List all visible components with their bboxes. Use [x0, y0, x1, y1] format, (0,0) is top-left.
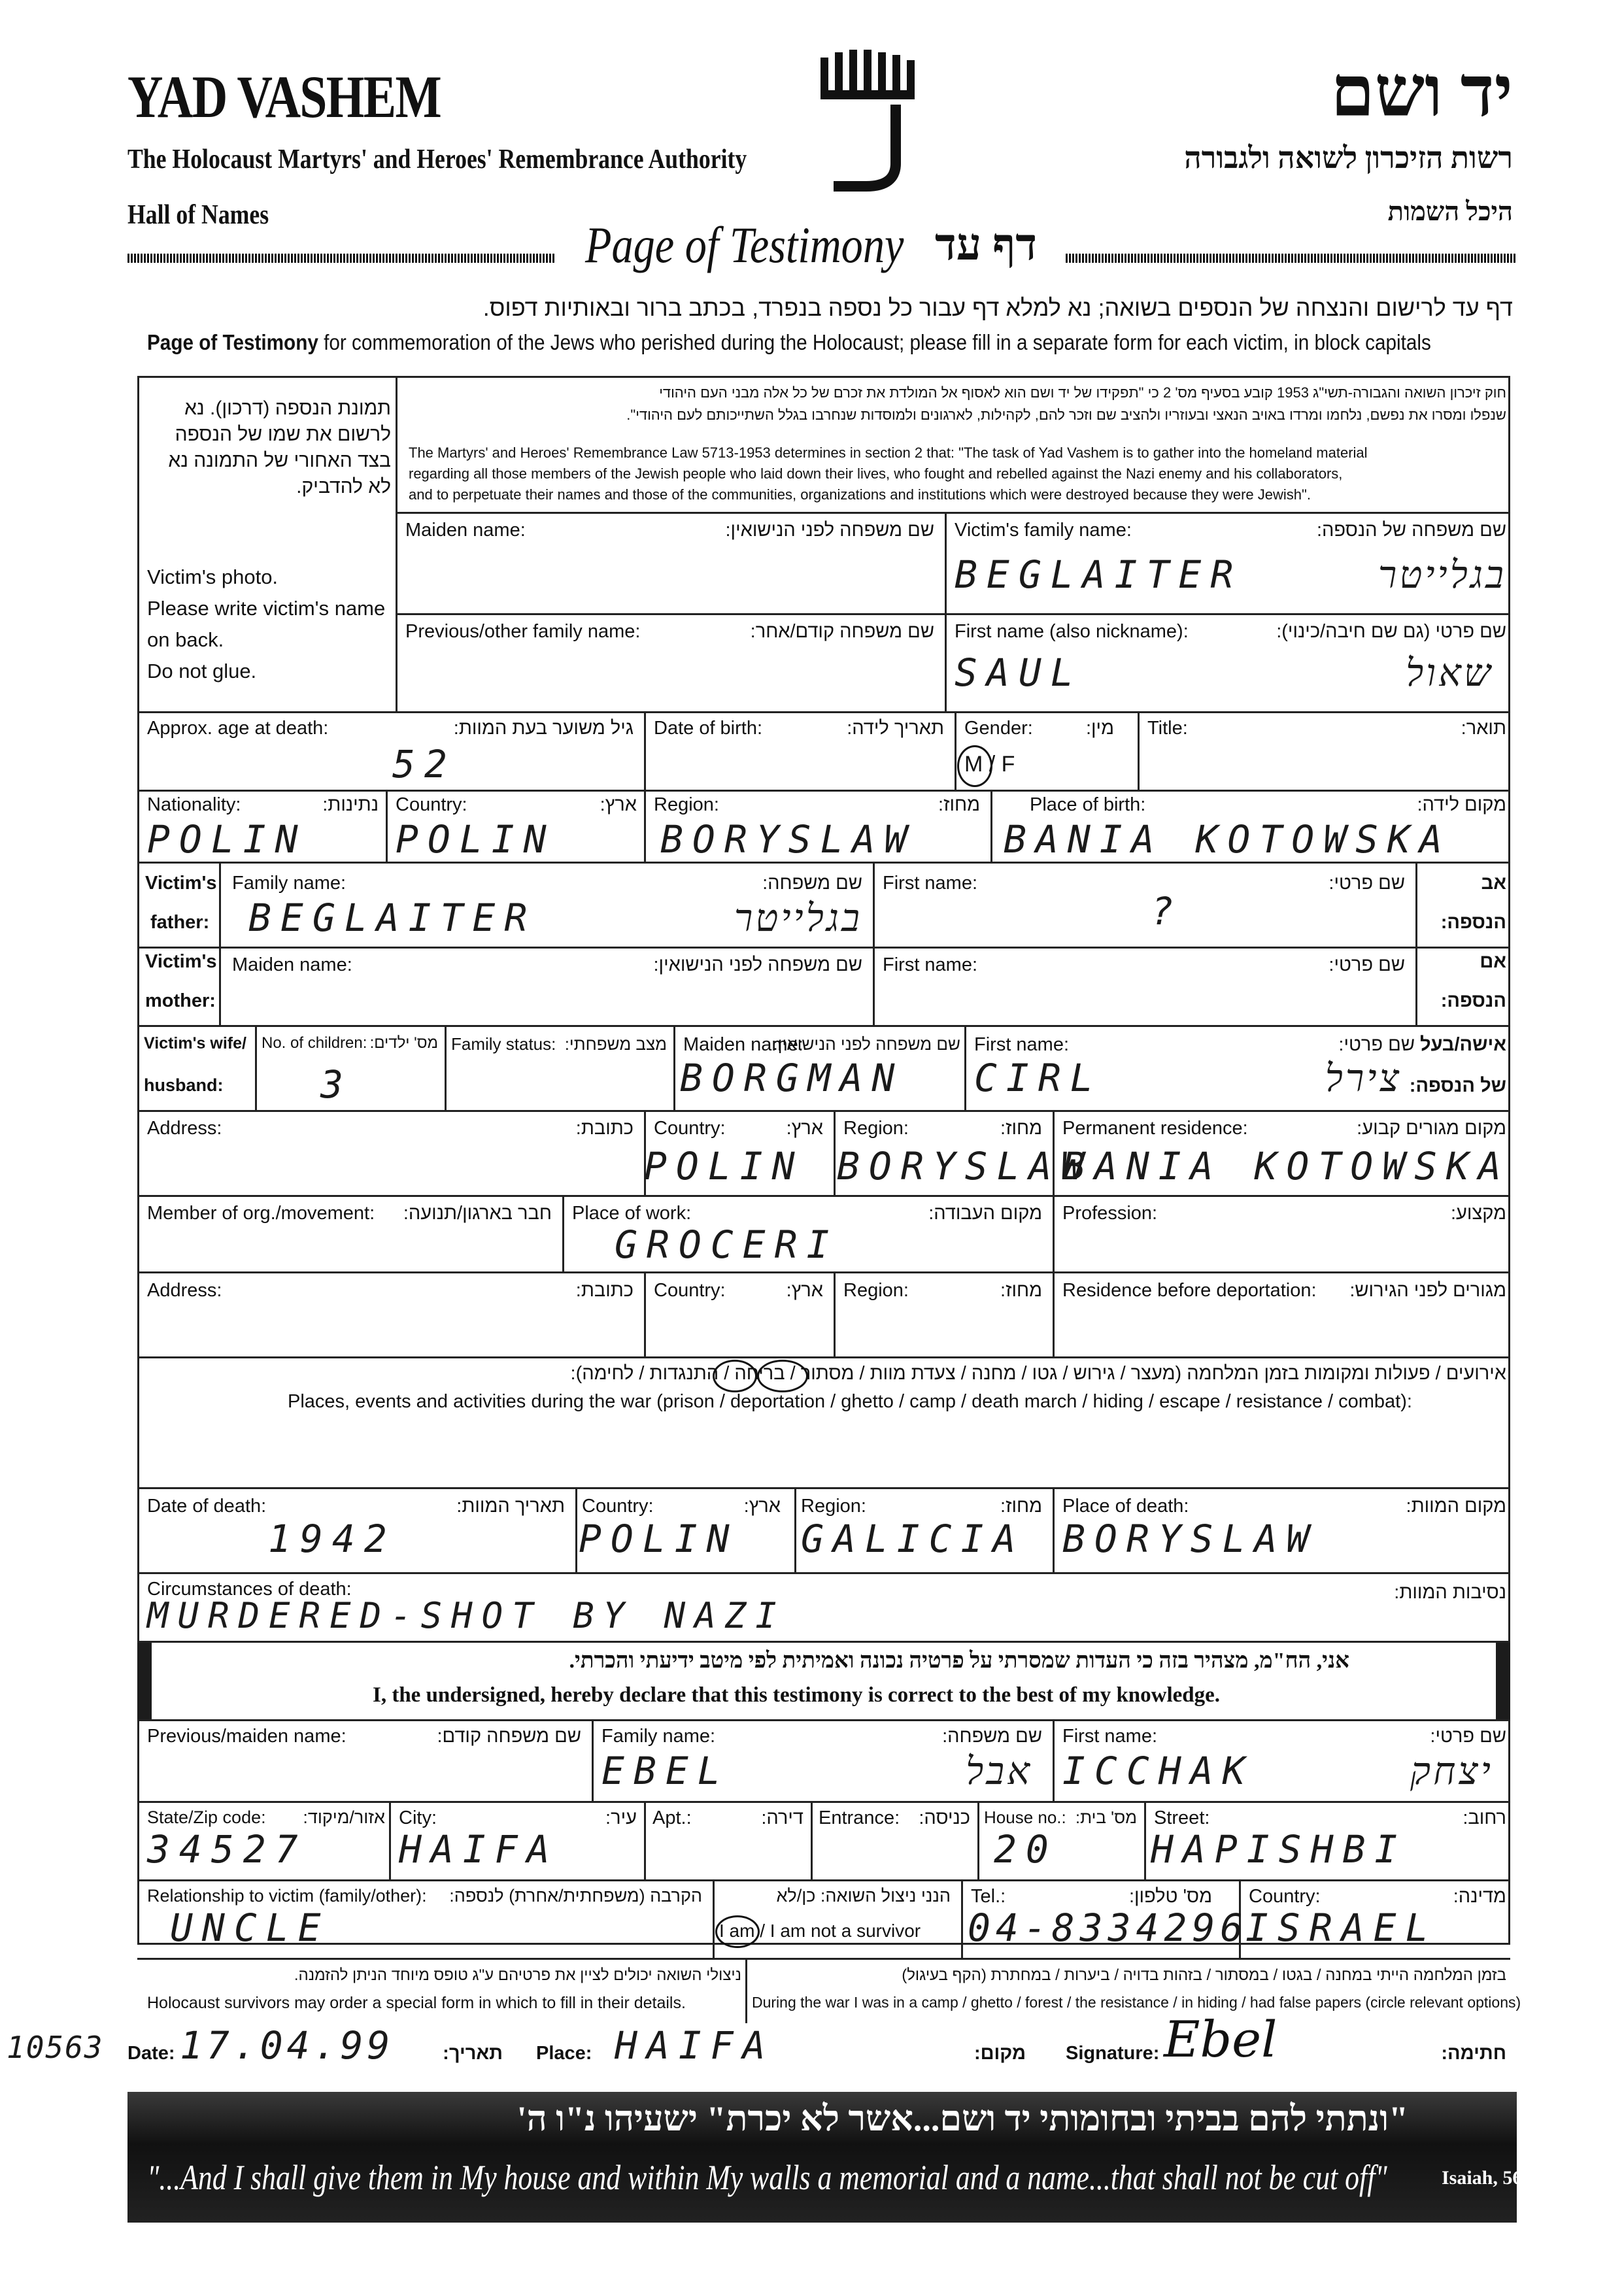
form-title-heb: דף עד	[935, 220, 1038, 269]
pod-label-heb: מקום המוות:	[1406, 1496, 1506, 1517]
photo-box-line1: Victim's photo.	[147, 565, 279, 588]
submitter-first-label-heb: שם פרטי:	[1430, 1726, 1506, 1747]
spouse-heb-2: של הנספה:	[1409, 1075, 1506, 1096]
children-label-heb: מס' ילדים:	[369, 1034, 438, 1052]
first-name-label: First name (also nickname):	[955, 621, 1189, 642]
circumstances-label: Circumstances of death:	[147, 1579, 352, 1600]
street-label: Street:	[1154, 1807, 1210, 1828]
father-label-1: Victim's	[145, 873, 217, 894]
first-name-label-heb: שם פרטי (גם שם חיבה/כינוי):	[1276, 621, 1506, 642]
address2-region-label-heb: מחוז:	[1000, 1280, 1042, 1301]
photo-box-line2: Please write victim's name	[147, 597, 386, 620]
spouse-label-2: husband:	[144, 1075, 224, 1095]
footer-quote-en: "...And I shall give them in My house and within My walls a memorial and a name...that shall not be cut off"	[147, 2158, 1387, 2197]
address-label-heb: כתובת:	[575, 1118, 634, 1139]
nationality-label-heb: נתינות:	[322, 794, 379, 815]
region-label-heb: מחוז:	[938, 794, 980, 815]
place-label: Place:	[536, 2043, 592, 2064]
house-value[interactable]: 20	[994, 1827, 1058, 1872]
yad-vashem-logo-icon	[814, 46, 922, 196]
resdep-label: Residence before deportation:	[1062, 1280, 1317, 1301]
dod-value[interactable]: 1942	[268, 1517, 396, 1561]
father-family-value-heb[interactable]: בגלייטר	[734, 896, 862, 940]
work-label-heb: מקום העבודה:	[928, 1203, 1042, 1224]
pob-label-heb: מקום לידה:	[1417, 794, 1506, 815]
instructions-heb: דף עד לרישום והנצחה של הנספים בשואה; נא למלא דף עבור כל נספה בנפרד, בכתב ברור ובאותיות דפוס.	[482, 294, 1513, 321]
law-en-1: The Martyrs' and Heroes' Remembrance Law 5713-1953 determines in section 2 that: "The task of Yad Vashem is to gather into the homeland material	[409, 445, 1368, 461]
events-label-heb: אירועים / פעולות ומקומות בזמן המלחמה (מעצר / גירוש / גטו / מחנה / צעדת מוות / מסתור / בריחה / התנגדות / לחימה):	[570, 1363, 1506, 1384]
law-heb-1: חוק זיכרון השואה והגבורה-תשי"ג 1953 קובע בסעיף מס' 2 כי "תפקידו של יד ושם הוא לאסוף אל המולדת את זכרם של כל אלה מבני העם היהודי	[659, 384, 1506, 401]
status-label-heb: מצב משפחתי:	[564, 1034, 667, 1054]
spouse-maiden-label-heb: שם משפחה לפני הנישואין:	[773, 1034, 960, 1054]
father-first-value[interactable]: ?	[1151, 889, 1183, 933]
spouse-first-value[interactable]: CIRL	[974, 1056, 1102, 1100]
nationality-value[interactable]: POLIN	[147, 817, 307, 862]
pob-value[interactable]: BANIA KOTOWSKA	[1004, 817, 1451, 862]
gender-options: M / F	[964, 752, 1015, 777]
org-subtitle: The Holocaust Martyrs' and Heroes' Remembrance Authority	[127, 144, 747, 175]
during-note-en: During the war I was in a camp / ghetto / forest / the resistance / in hiding / had false papers (circle relevant options)	[752, 1994, 1521, 2011]
spouse-first-label-heb: שם פרטי:	[1338, 1034, 1415, 1055]
member-label-heb: חבר בארגון/תנועה:	[403, 1203, 552, 1224]
profession-label: Profession:	[1062, 1203, 1158, 1224]
title-label-heb: תואר:	[1461, 718, 1506, 739]
signature-value[interactable]: Ebel	[1164, 2010, 1277, 2068]
photo-box-line3: on back.	[147, 628, 224, 651]
tel-value[interactable]: 04-8334296	[968, 1906, 1249, 1950]
father-family-label: Family name:	[232, 873, 347, 894]
first-name-value-heb[interactable]: שאול	[1406, 650, 1493, 695]
entrance-label-heb: כניסה:	[919, 1807, 970, 1828]
dob-label: Date of birth:	[654, 718, 763, 739]
perm-residence-label: Permanent residence:	[1062, 1118, 1248, 1139]
form-title: Page of Testimony	[585, 216, 904, 273]
photo-box-heb: תמונת הנספה (דרכון). נא לרשום את שמו של הנספה בצד האחורי של התמונה נא לא להדביק.	[168, 397, 391, 497]
region-label: Region:	[654, 794, 719, 815]
gender-label: Gender:	[964, 718, 1033, 739]
submitter-family-value-heb[interactable]: אבל	[966, 1749, 1032, 1793]
heb-title: יד ושם	[1330, 54, 1513, 131]
heb-hall: היכל השמות	[1387, 197, 1513, 226]
submitter-country-label: Country:	[1249, 1886, 1321, 1907]
place-value[interactable]: HAIFA	[615, 2023, 775, 2068]
instructions-en: Page of Testimony for commemoration of the Jews who perished during the Holocaust; please fill in a separate form for each victim, in block capitals	[147, 330, 1431, 354]
family-name-value[interactable]: BEGLAITER	[955, 552, 1243, 597]
country-label-heb: ארץ:	[600, 794, 637, 815]
declaration-en: I, the undersigned, hereby declare that this testimony is correct to the best of my knowledge.	[373, 1683, 1221, 1707]
margin-number: 10563	[7, 2030, 104, 2065]
submitter-country-label-heb: מדינה:	[1453, 1886, 1506, 1907]
profession-label-heb: מקצוע:	[1450, 1203, 1506, 1224]
first-name-value[interactable]: SAUL	[955, 650, 1083, 695]
children-value[interactable]: 3	[320, 1062, 352, 1107]
street-label-heb: רחוב:	[1463, 1807, 1506, 1828]
photo-box-line4: Do not glue.	[147, 660, 257, 682]
father-heb-1: אב	[1481, 873, 1506, 894]
member-label: Member of org./movement:	[147, 1203, 375, 1224]
spouse-heb-1: אישה/בעל	[1419, 1034, 1506, 1055]
survivors-note-heb: ניצולי השואה יכולים לציין את פרטיהם ע"ג טופס מיוחד הניתן להזמנה.	[294, 1966, 741, 1984]
mother-label-1: Victim's	[145, 951, 217, 972]
entrance-label: Entrance:	[819, 1807, 900, 1828]
country-value[interactable]: POLIN	[396, 817, 556, 862]
father-first-label: First name:	[883, 873, 978, 894]
tel-label-heb: מס' טלפון:	[1128, 1886, 1212, 1907]
resdep-label-heb: מגורים לפני הגירוש:	[1349, 1280, 1506, 1301]
apt-label-heb: דירה:	[761, 1807, 804, 1828]
father-first-label-heb: שם פרטי:	[1328, 873, 1405, 894]
death-region-label: Region:	[801, 1496, 866, 1517]
maiden-label-heb: שם משפחה לפני הנישואין:	[725, 520, 934, 541]
header-rule-left	[127, 254, 556, 263]
survivors-note-en: Holocaust survivors may order a special form in which to fill in their details.	[147, 1994, 686, 2012]
footer-quote-ref: Isaiah, 56:5	[1442, 2167, 1539, 2189]
law-heb-2: שנפלו ומסרו את נפשם, נלחמו ומרדו באויב הנאצי ובעוזריו ולהציב שם וזכר להם, לקהילות, לארגונים ולמוסדות שנחרבו בגלל השתייכותם לעם היהודי".	[626, 407, 1506, 423]
addr-country-label: Country:	[654, 1118, 726, 1139]
address2-region-label: Region:	[843, 1280, 909, 1301]
city-label-heb: עיר:	[605, 1807, 637, 1828]
gender-label-heb: מין:	[1085, 718, 1114, 739]
region-value[interactable]: BORYSLAW	[660, 817, 917, 862]
events-circle-camp	[757, 1360, 808, 1392]
header-rule-right	[1066, 254, 1517, 263]
submitter-first-label: First name:	[1062, 1726, 1158, 1747]
tel-label: Tel.:	[971, 1886, 1006, 1907]
prev-family-label: Previous/other family name:	[405, 621, 641, 642]
heb-subtitle: רשות הזיכרון לשואה ולגבורה	[1184, 141, 1513, 175]
nationality-label: Nationality:	[147, 794, 241, 815]
pod-label: Place of death:	[1062, 1496, 1189, 1517]
father-heb-2: הנספה:	[1440, 912, 1506, 933]
survivor-circle-mark	[715, 1915, 760, 1948]
father-label-2: father:	[150, 912, 210, 933]
relationship-label-heb: הקרבה (משפחתית/אחרת) לנספה:	[449, 1886, 702, 1906]
prevmaiden-label: Previous/maiden name:	[147, 1726, 347, 1747]
mother-first-label-heb: שם פרטי:	[1328, 954, 1405, 975]
submitter-country-value[interactable]: ISRAEL	[1245, 1906, 1438, 1950]
submitter-family-label-heb: שם משפחה:	[942, 1726, 1042, 1747]
mother-heb-2: הנספה:	[1440, 990, 1506, 1011]
work-value[interactable]: GROCERI	[615, 1222, 839, 1267]
relationship-label: Relationship to victim (family/other):	[147, 1886, 427, 1906]
mother-maiden-label: Maiden name:	[232, 954, 352, 975]
addr-region-label: Region:	[843, 1118, 909, 1139]
prev-family-label-heb: שם משפחה קודם/אחר:	[750, 621, 934, 642]
city-label: City:	[399, 1807, 437, 1828]
spouse-label-1: Victim's wife/	[144, 1034, 246, 1052]
addr-region-label-heb: מחוז:	[1000, 1118, 1042, 1139]
status-label: Family status:	[451, 1034, 556, 1054]
pob-label: Place of birth:	[1030, 794, 1146, 815]
submitter-family-value[interactable]: EBEL	[601, 1749, 730, 1793]
during-note-heb: בזמן המלחמה הייתי במחנה / בגטו / במסתור / בזהות בדויה / ביערות / במחתרת (הקף בעיגול)	[902, 1966, 1506, 1984]
address2-country-label-heb: ארץ:	[786, 1280, 823, 1301]
country-label: Country:	[396, 794, 467, 815]
address2-label-heb: כתובת:	[575, 1280, 634, 1301]
circumstances-label-heb: נסיבות המוות:	[1394, 1582, 1506, 1603]
events-label-en: Places, events and activities during the war (prison / deportation / ghetto / camp / death march / hiding / escape / resistance / combat):	[288, 1391, 1412, 1412]
father-family-value[interactable]: BEGLAITER	[248, 896, 537, 940]
mother-heb-1: אם	[1480, 951, 1506, 972]
house-label-heb: מס' בית:	[1075, 1807, 1137, 1827]
survivor-label-heb: הנני ניצול השואה: כן/לא	[776, 1886, 951, 1906]
age-label: Approx. age at death:	[147, 718, 329, 739]
declaration-heb: אני, הח"מ, מצהיר בזה כי העדות שמסרתי על פרטיה נכונה ואמיתית לפי מיטב ידיעתי והכרתי.	[569, 1649, 1349, 1673]
family-name-label-heb: שם משפחה של הנספה:	[1316, 520, 1506, 541]
mother-maiden-label-heb: שם משפחה לפני הנישואין:	[653, 954, 862, 975]
declaration-bar-left	[137, 1641, 152, 1719]
submitter-first-value-heb[interactable]: יצחק	[1410, 1749, 1493, 1793]
spouse-first-label: First name:	[974, 1034, 1070, 1055]
hall-of-names: Hall of Names	[127, 200, 269, 230]
death-region-label-heb: מחוז:	[1000, 1496, 1042, 1517]
death-region-value[interactable]: GALICIA	[801, 1517, 1025, 1561]
title-label: Title:	[1147, 718, 1188, 739]
house-label: House no.:	[984, 1807, 1066, 1827]
date-label-heb: תאריך:	[443, 2043, 503, 2064]
family-name-label: Victim's family name:	[955, 520, 1132, 541]
prevmaiden-label-heb: שם משפחה קודם:	[437, 1726, 581, 1747]
death-country-label-heb: ארץ:	[743, 1496, 781, 1517]
addr-region-value[interactable]: BORYSLAW	[837, 1144, 1093, 1188]
dod-label-heb: תאריך המוות:	[456, 1496, 565, 1517]
survivor-label-en: I am / I am not a survivor	[719, 1921, 921, 1941]
events-circle-ghetto	[713, 1360, 757, 1392]
perm-residence-value[interactable]: BANIA KOTOWSKA	[1062, 1144, 1510, 1188]
addr-country-label-heb: ארץ:	[786, 1118, 823, 1139]
relationship-value[interactable]: UNCLE	[170, 1906, 330, 1950]
mother-label-2: mother:	[145, 990, 216, 1011]
declaration-bar-right	[1496, 1641, 1510, 1719]
org-title: YAD VASHEM	[127, 63, 441, 130]
law-en-2: regarding all those members of the Jewish people who laid down their lives, who fought and rebelled against the Nazi enemy and his collaborators,	[409, 465, 1343, 482]
maiden-label: Maiden name:	[405, 520, 526, 541]
address2-label: Address:	[147, 1280, 222, 1301]
zip-label-heb: אזור/מיקוד:	[303, 1807, 385, 1827]
zip-label: State/Zip code:	[147, 1807, 266, 1827]
spouse-maiden-label: Maiden name:	[683, 1034, 804, 1055]
dob-label-heb: תאריך לידה:	[847, 718, 944, 739]
gender-circle-mark	[957, 745, 992, 787]
family-name-value-heb[interactable]: בגלייטר	[1378, 552, 1506, 597]
zip-value[interactable]: 34527	[147, 1827, 307, 1872]
perm-residence-label-heb: מקום מגורים קבוע:	[1357, 1118, 1506, 1139]
submitter-first-value[interactable]: ICCHAK	[1062, 1749, 1255, 1793]
mother-first-label: First name:	[883, 954, 978, 975]
work-label: Place of work:	[572, 1203, 692, 1224]
children-label: No. of children:	[262, 1034, 367, 1052]
city-value[interactable]: HAIFA	[399, 1827, 559, 1872]
street-value[interactable]: HAPISHBI	[1151, 1827, 1407, 1872]
age-value[interactable]: 52	[392, 742, 456, 786]
circumstances-value[interactable]: MURDERED-SHOT BY NAZI	[147, 1595, 786, 1636]
dod-label: Date of death:	[147, 1496, 267, 1517]
addr-country-value[interactable]: POLIN	[644, 1144, 804, 1188]
father-family-label-heb: שם משפחה:	[762, 873, 862, 894]
spouse-first-value-heb[interactable]: צירל	[1325, 1056, 1402, 1100]
address-label: Address:	[147, 1118, 222, 1139]
death-country-label: Country:	[582, 1496, 654, 1517]
footer-quote-heb: "ונתתי להם בביתי ובחומותי יד ושם...אשר לא יכרת" ישעיהו נ"ו ה'	[516, 2099, 1408, 2138]
apt-label: Apt.:	[652, 1807, 692, 1828]
signature-label: Signature:	[1066, 2043, 1160, 2064]
place-label-heb: מקום:	[973, 2043, 1026, 2064]
date-label: Date:	[127, 2043, 175, 2064]
spouse-maiden-value[interactable]: BORGMAN	[680, 1056, 904, 1100]
death-country-value[interactable]: POLIN	[579, 1517, 739, 1561]
law-en-3: and to perpetuate their names and those of the communities, organizations and institutions which were destroyed because they were Jewish".	[409, 486, 1311, 503]
submitter-family-label: Family name:	[601, 1726, 716, 1747]
age-label-heb: גיל משוער בעת המוות:	[453, 718, 634, 739]
pod-value[interactable]: BORYSLAW	[1062, 1517, 1319, 1561]
date-value[interactable]: 17.04.99	[180, 2023, 394, 2068]
address2-country-label: Country:	[654, 1280, 726, 1301]
signature-label-heb: חתימה:	[1441, 2043, 1506, 2064]
